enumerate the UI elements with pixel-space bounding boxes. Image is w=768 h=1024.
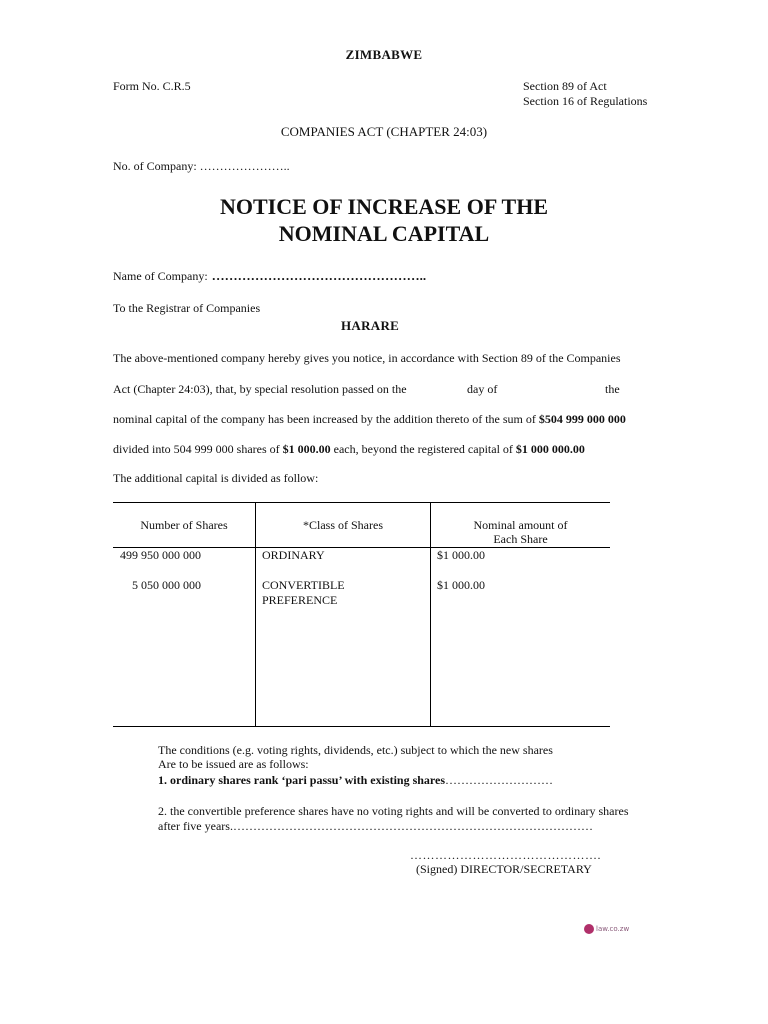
condition-item-2: [158, 804, 629, 834]
notice-paragraph-line-1: The above-mentioned company hereby gives you notice, in accordance with Section 89 of the Companies: [113, 351, 621, 365]
registered-capital: $1 000 000.00: [515, 442, 585, 456]
section-act: Section 89 of Act: [523, 79, 607, 93]
watermark-logo-icon: [584, 924, 594, 934]
registered-text: each, beyond the registered capital of: [330, 442, 516, 456]
registrar-address: To the Registrar of Companies: [113, 301, 261, 315]
increase-amount: $504 999 000 000: [538, 412, 626, 426]
watermark-text: law.co.zw: [596, 925, 630, 933]
country-heading: ZIMBABWE: [345, 47, 423, 62]
signature-label: (Signed) DIRECTOR/SECRETARY: [416, 862, 592, 876]
cell-number: 499 950 000 000: [120, 548, 201, 562]
notice-paragraph-line-2: [113, 382, 653, 397]
day-of-text: day of: [467, 382, 498, 396]
conditions-line-2: Are to be issued are as follows:: [158, 757, 309, 771]
header-nominal-amount: [431, 518, 610, 546]
header-number-of-shares: Number of Shares: [140, 518, 228, 532]
cell-class-line-2: PREFERENCE: [262, 593, 338, 607]
notice-paragraph-line-4: [113, 442, 585, 457]
registrar-city: HARARE: [341, 318, 400, 333]
cell-amount: $1 000.00: [437, 578, 485, 592]
condition-item-2-line-2: after five years.………………………………………………………………………………: [158, 819, 593, 833]
section-regulations: Section 16 of Regulations: [523, 94, 648, 108]
section-references: [523, 79, 647, 109]
conditions-line-1: The conditions (e.g. voting rights, dividends, etc.) subject to which the new shares: [158, 743, 553, 757]
signature-line: ……………………………………….: [410, 848, 601, 862]
divided-text: divided into 504 999 000 shares of: [113, 442, 283, 456]
resolution-text: Act (Chapter 24:03), that, by special resolution passed on the: [113, 382, 407, 396]
page-title: [0, 193, 768, 247]
company-name-label: Name of Company:: [113, 269, 208, 283]
condition-item-1: [158, 773, 553, 788]
company-number-field: No. of Company: …………………..: [113, 159, 290, 173]
form-number: Form No. C.R.5: [113, 79, 191, 93]
table-bottom-border: [113, 726, 610, 727]
cell-amount: $1 000.00: [437, 548, 485, 562]
company-name-blank: …………………………………………..: [211, 268, 427, 283]
share-price: $1 000.00: [282, 442, 331, 456]
table-top-border: [113, 502, 610, 503]
condition-item-2-line-1: 2. the convertible preference shares have no voting rights and will be converted to ordinary shares: [158, 804, 629, 818]
title-line-1: NOTICE OF INCREASE OF THE: [219, 194, 549, 219]
table-column-divider: [255, 502, 256, 727]
cell-number: 5 050 000 000: [132, 578, 201, 592]
company-name-field: [113, 268, 426, 284]
condition-item-1-dots: ………………………: [445, 773, 554, 787]
the-text: the: [605, 382, 620, 396]
cell-class: ORDINARY: [262, 548, 325, 562]
condition-item-1-text: 1. ordinary shares rank ‘pari passu’ with existing shares: [158, 773, 446, 787]
watermark: [584, 924, 629, 934]
increase-text: nominal capital of the company has been increased by the addition thereto of the sum of: [113, 412, 539, 426]
cell-class: [262, 578, 345, 608]
conditions-intro: [158, 743, 553, 771]
cell-class-line-1: CONVERTIBLE: [262, 578, 345, 592]
title-line-2: NOMINAL CAPITAL: [278, 221, 490, 246]
notice-paragraph-line-3: [113, 412, 626, 427]
act-heading: COMPANIES ACT (CHAPTER 24:03): [280, 124, 488, 139]
header-nominal-amount-line-2: Each Share: [493, 532, 548, 546]
header-nominal-amount-line-1: Nominal amount of: [473, 518, 568, 532]
header-class-of-shares: *Class of Shares: [303, 518, 383, 532]
notice-paragraph-line-5: The additional capital is divided as follow:: [113, 471, 319, 485]
